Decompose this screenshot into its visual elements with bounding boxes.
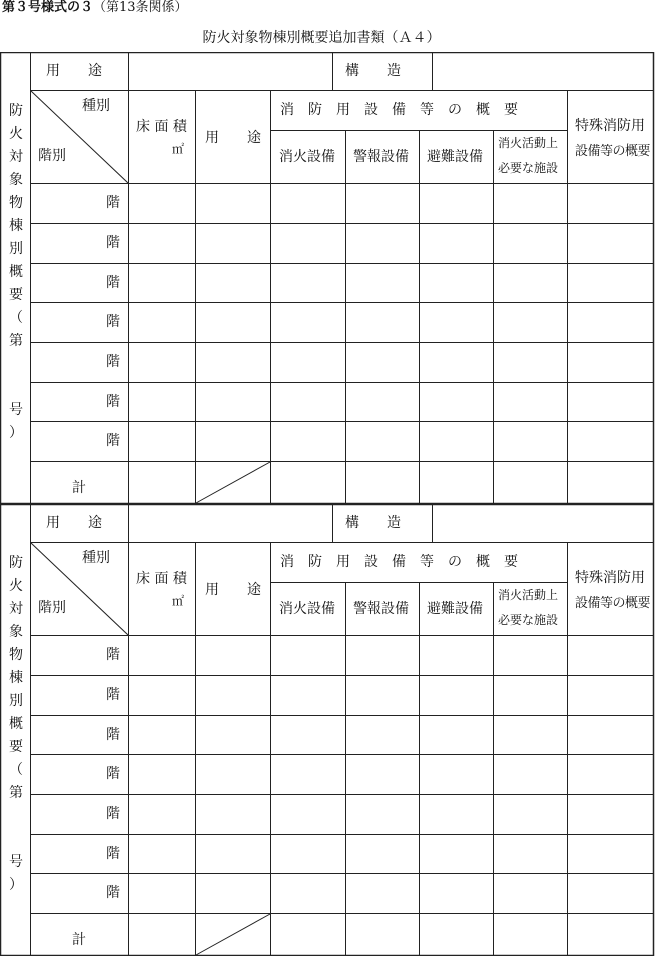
floor-row-label: 階 bbox=[106, 433, 120, 449]
floor-row-label: 階 bbox=[106, 806, 120, 822]
side-label-char: （ bbox=[9, 762, 23, 778]
side-label-char: 象 bbox=[9, 172, 23, 188]
side-label-char: 別 bbox=[9, 241, 23, 257]
extinguishing-equipment-label: 消火設備 bbox=[279, 601, 335, 617]
side-label-char: 対 bbox=[9, 149, 23, 165]
form-number bbox=[2, 0, 188, 16]
side-label bbox=[4, 100, 28, 445]
equipment-header: 消 防 用 設 備 等 の 概 要 bbox=[280, 554, 518, 570]
floor-row-label: 階 bbox=[106, 647, 120, 663]
floor-area-label: 床 面 積 bbox=[136, 571, 187, 587]
side-label-char: 防 bbox=[9, 103, 23, 119]
floor-row-label: 階 bbox=[106, 846, 120, 862]
side-label-char bbox=[4, 353, 28, 376]
usage-label: 用 途 bbox=[46, 515, 102, 531]
side-label-char: 棟 bbox=[9, 670, 23, 686]
special-equipment-label-line2: 設備等の概要 bbox=[575, 596, 651, 611]
side-label-char: 象 bbox=[9, 624, 23, 640]
total-label: 計 bbox=[72, 932, 86, 948]
table-grid bbox=[0, 52, 655, 504]
structure-label: 構 造 bbox=[345, 63, 401, 79]
special-equipment-label-line1: 特殊消防用 bbox=[575, 118, 645, 134]
side-label-char: 第 bbox=[9, 333, 23, 349]
floor-label: 階別 bbox=[38, 600, 66, 616]
side-label-char: ） bbox=[9, 425, 23, 441]
evacuation-equipment-label: 避難設備 bbox=[427, 149, 483, 165]
floor-row-label: 階 bbox=[106, 394, 120, 410]
side-label-char: 要 bbox=[9, 287, 23, 303]
side-label-char: 火 bbox=[9, 578, 23, 594]
side-label-char: 防 bbox=[9, 555, 23, 571]
floor-area-unit: ㎡ bbox=[172, 594, 185, 608]
special-equipment-label-line2: 設備等の概要 bbox=[575, 144, 651, 159]
side-label-char: 要 bbox=[9, 739, 23, 755]
side-label-char: 棟 bbox=[9, 218, 23, 234]
floor-row-label: 階 bbox=[106, 235, 120, 251]
side-label-char bbox=[4, 828, 28, 851]
side-label-char: 別 bbox=[9, 693, 23, 709]
fire-activity-label-line2: 必要な施設 bbox=[498, 161, 559, 175]
side-label-char: （ bbox=[9, 310, 23, 326]
floor-row-label: 階 bbox=[106, 727, 120, 743]
use-label: 用 途 bbox=[205, 582, 261, 598]
equipment-header: 消 防 用 設 備 等 の 概 要 bbox=[280, 102, 518, 118]
side-label-char: 号 bbox=[9, 854, 23, 870]
floor-row-label: 階 bbox=[106, 314, 120, 330]
side-label-char: 第 bbox=[9, 785, 23, 801]
structure-label: 構 造 bbox=[345, 515, 401, 531]
side-label-char: ） bbox=[9, 877, 23, 893]
floor-row-label: 階 bbox=[106, 275, 120, 291]
table-grid bbox=[0, 504, 655, 956]
alarm-equipment-label: 警報設備 bbox=[353, 601, 409, 617]
side-label-char: 物 bbox=[9, 195, 23, 211]
alarm-equipment-label: 警報設備 bbox=[353, 149, 409, 165]
form-title bbox=[0, 30, 655, 46]
total-label: 計 bbox=[72, 480, 86, 496]
side-label-char bbox=[4, 376, 28, 399]
floor-row-label: 階 bbox=[106, 195, 120, 211]
fire-activity-label-line2: 必要な施設 bbox=[498, 613, 559, 627]
form-reference: （第13条関係） bbox=[93, 0, 188, 15]
side-label-char: 号 bbox=[9, 402, 23, 418]
floor-area-unit: ㎡ bbox=[172, 142, 185, 156]
type-label: 種別 bbox=[82, 98, 110, 114]
side-label-char: 概 bbox=[9, 264, 23, 280]
form-title-text: 防火対象物棟別概要追加書類（Ａ４） bbox=[202, 30, 441, 46]
fire-activity-label-line1: 消火活動上 bbox=[498, 136, 559, 150]
usage-label: 用 途 bbox=[46, 63, 102, 79]
type-label: 種別 bbox=[82, 550, 110, 566]
floor-area-label: 床 面 積 bbox=[136, 119, 187, 135]
side-label-char: 物 bbox=[9, 647, 23, 663]
side-label-char: 概 bbox=[9, 716, 23, 732]
extinguishing-equipment-label: 消火設備 bbox=[279, 149, 335, 165]
floor-row-label: 階 bbox=[106, 766, 120, 782]
side-label-char: 対 bbox=[9, 601, 23, 617]
floor-row-label: 階 bbox=[106, 687, 120, 703]
floor-row-label: 階 bbox=[106, 354, 120, 370]
floor-label: 階別 bbox=[38, 148, 66, 164]
special-equipment-label-line1: 特殊消防用 bbox=[575, 570, 645, 586]
side-label-char bbox=[4, 805, 28, 828]
side-label bbox=[4, 552, 28, 897]
fire-activity-label-line1: 消火活動上 bbox=[498, 588, 559, 602]
form-number-text: 第３号様式の３ bbox=[2, 0, 94, 15]
side-label-char: 火 bbox=[9, 126, 23, 142]
floor-row-label: 階 bbox=[106, 885, 120, 901]
use-label: 用 途 bbox=[205, 130, 261, 146]
evacuation-equipment-label: 避難設備 bbox=[427, 601, 483, 617]
